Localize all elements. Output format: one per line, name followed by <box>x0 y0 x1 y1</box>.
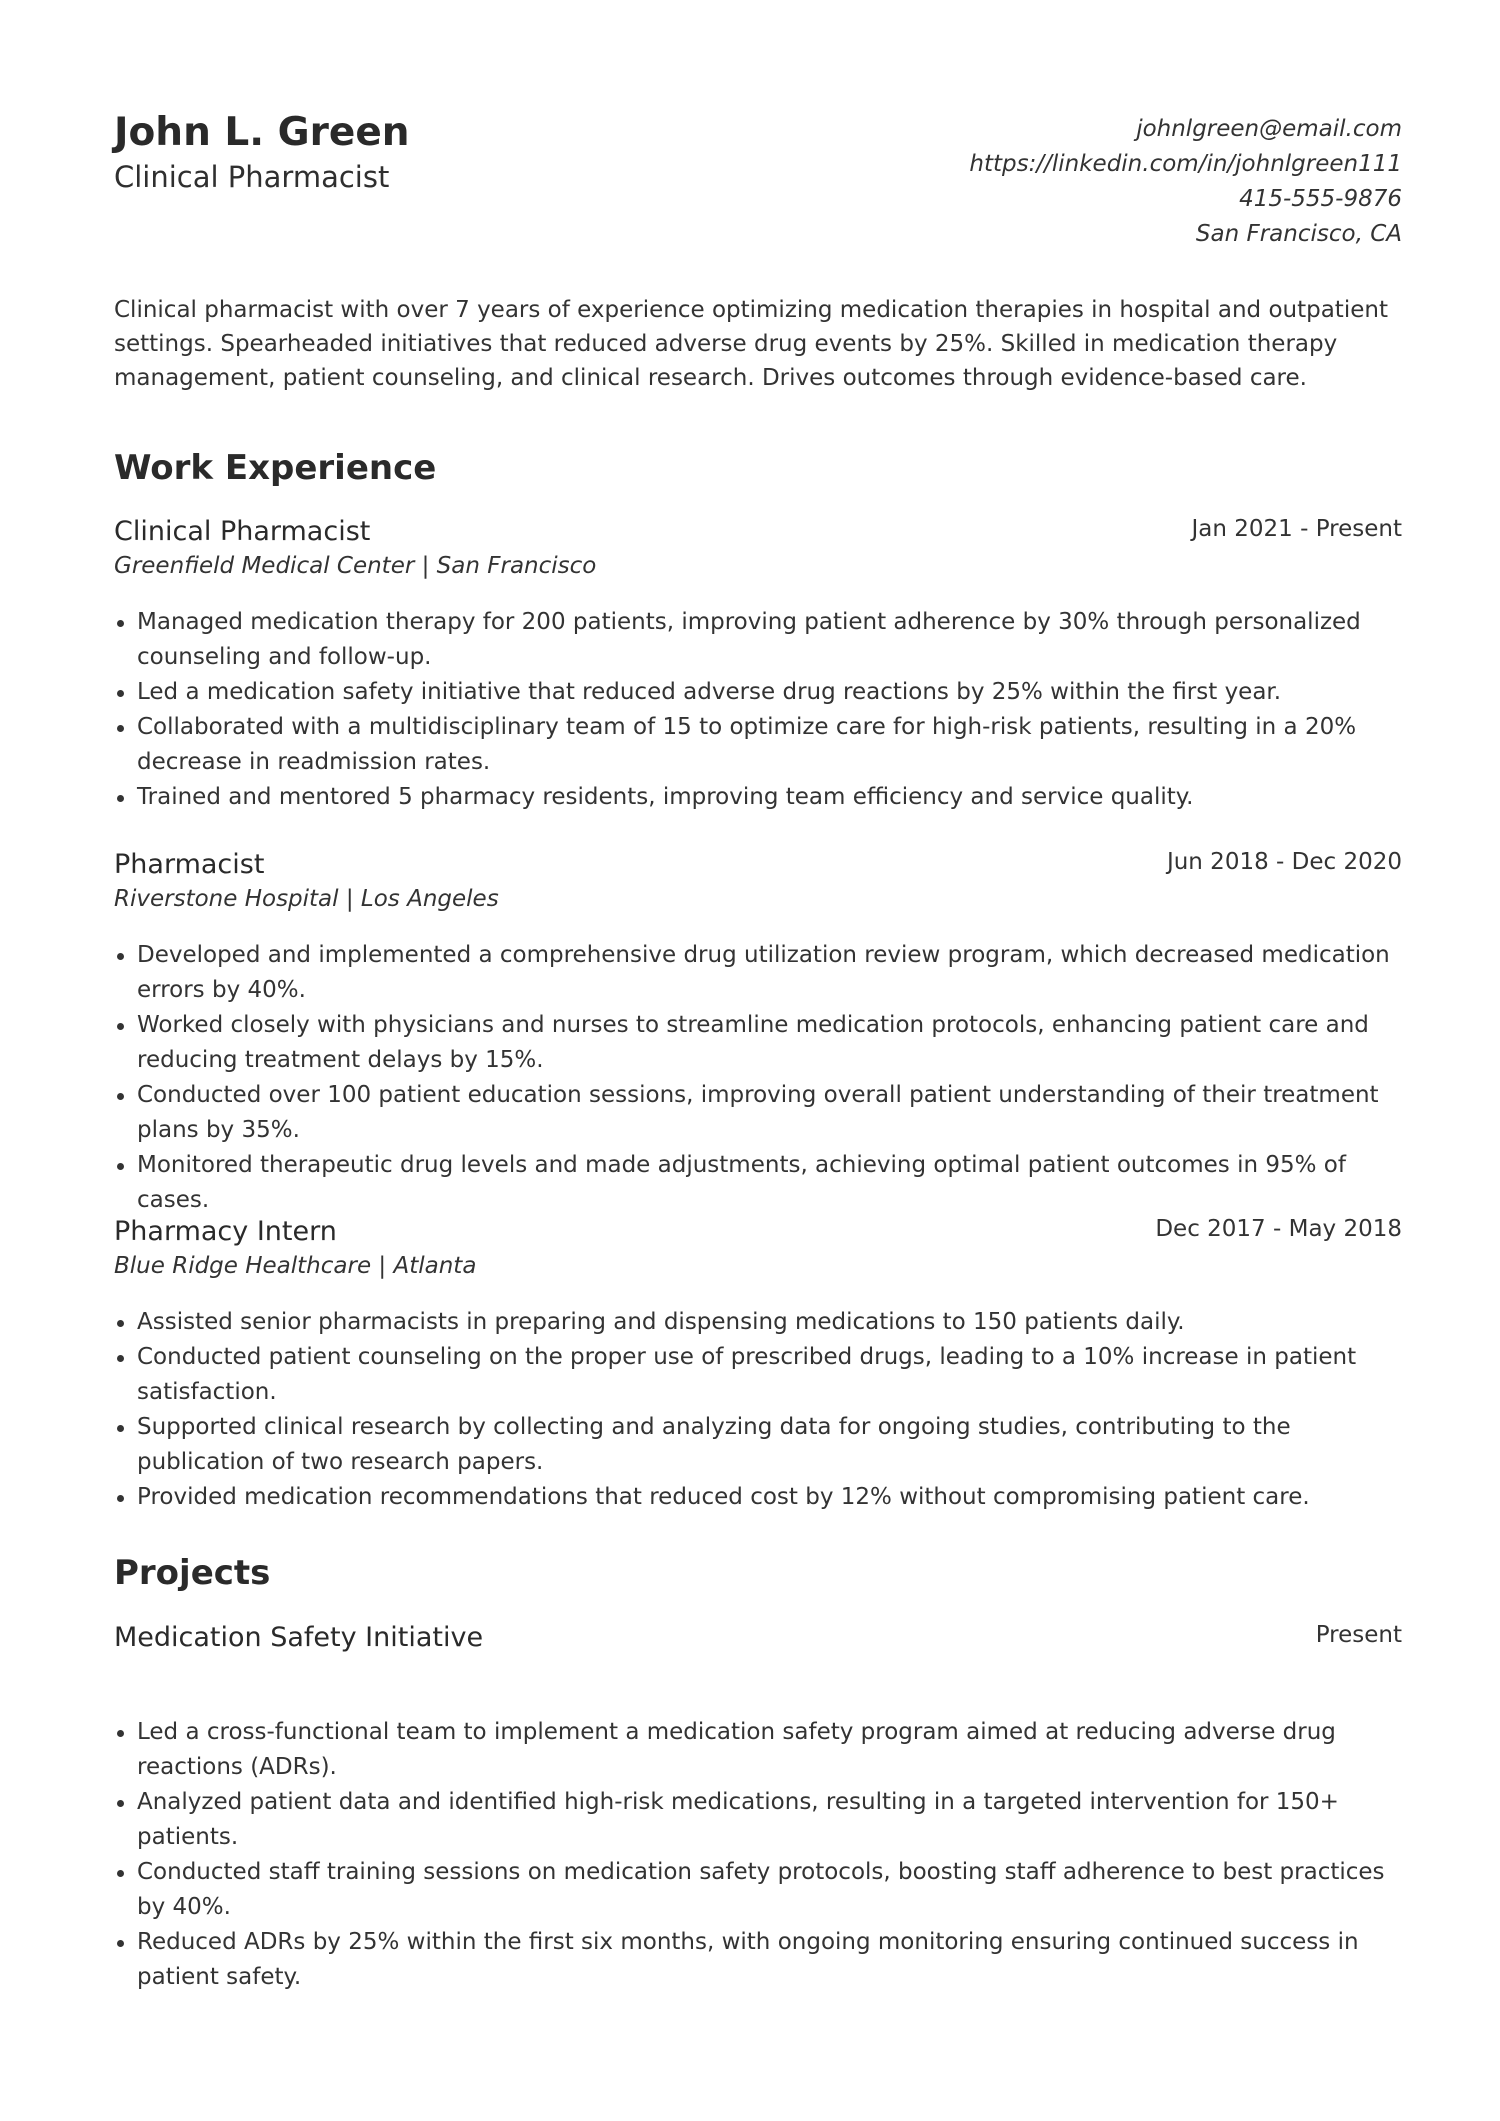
section-title-work-experience: Work Experience <box>114 448 437 488</box>
job-title: Pharmacy Intern <box>114 1216 337 1247</box>
project-bullet: Analyzed patient data and identified high-risk medications, resulting in a targeted intervention for 150+ patients. <box>137 1785 1402 1855</box>
job-bullet: Led a medication safety initiative that reduced adverse drug reactions by 25% within the first year. <box>137 675 1402 710</box>
job-header <box>114 1214 1402 1250</box>
job-bullet: Managed medication therapy for 200 patients, improving patient adherence by 30% through personalized counseling and follow-up. <box>137 605 1402 675</box>
summary-text: Clinical pharmacist with over 7 years of experience optimizing medication therapies in hospital and outpatient settings. Spearheaded initiatives that reduced adverse drug events by 25%. Skilled in medication therapy management, patient counseling, and clinical research. Drives outcomes through evidence-based care. <box>114 297 1388 391</box>
project-title: Medication Safety Initiative <box>114 1622 484 1653</box>
job-bullet: Trained and mentored 5 pharmacy residents, improving team efficiency and service quality. <box>137 780 1402 815</box>
project-bullet: Reduced ADRs by 25% within the first six months, with ongoing monitoring ensuring continued success in patient safety. <box>137 1925 1402 1995</box>
job-bullet: Provided medication recommendations that reduced cost by 12% without compromising patient care. <box>137 1480 1402 1515</box>
job-dates: Jan 2021 - Present <box>1191 516 1402 542</box>
work-experience-section <box>114 447 1402 489</box>
resume-header <box>114 110 1402 260</box>
job-company: Riverstone Hospital | Los Angeles <box>114 886 499 912</box>
job-bullet: Collaborated with a multidisciplinary team of 15 to optimize care for high-risk patients, resulting in a 20% decrease in readmission rates. <box>137 710 1402 780</box>
project-bullet: Conducted staff training sessions on medication safety protocols, boosting staff adherence to best practices by 40%. <box>137 1855 1402 1925</box>
contact-info <box>969 112 1402 252</box>
job-company: Blue Ridge Healthcare | Atlanta <box>114 1253 477 1279</box>
job-entry <box>114 514 1402 582</box>
contact-email[interactable]: johnlgreen@email.com <box>1136 116 1402 142</box>
job-dates: Jun 2018 - Dec 2020 <box>1166 849 1402 875</box>
section-title-projects: Projects <box>114 1553 271 1593</box>
job-header <box>114 514 1402 550</box>
candidate-title: Clinical Pharmacist <box>114 160 390 194</box>
job-title: Clinical Pharmacist <box>114 516 371 547</box>
projects-section <box>114 1552 1402 1594</box>
summary-section <box>114 293 1402 395</box>
project-dates: Present <box>1315 1622 1402 1648</box>
job-title: Pharmacist <box>114 849 265 880</box>
project-bullets <box>114 1715 1402 1995</box>
job-bullets <box>114 1305 1402 1515</box>
job-bullet: Developed and implemented a comprehensive drug utilization review program, which decreased medication errors by 40%. <box>137 938 1402 1008</box>
contact-linkedin[interactable]: https://linkedin.com/in/johnlgreen111 <box>969 151 1402 177</box>
project-entry <box>114 1620 1402 1656</box>
job-bullet: Supported clinical research by collecting and analyzing data for ongoing studies, contributing to the publication of two research papers. <box>137 1410 1402 1480</box>
job-bullets <box>114 605 1402 815</box>
job-bullet: Worked closely with physicians and nurses to streamline medication protocols, enhancing patient care and reducing treatment delays by 15%. <box>137 1008 1402 1078</box>
job-dates: Dec 2017 - May 2018 <box>1155 1216 1402 1242</box>
contact-phone: 415-555-9876 <box>1239 186 1402 212</box>
job-bullet: Monitored therapeutic drug levels and made adjustments, achieving optimal patient outcomes in 95% of cases. <box>137 1148 1402 1218</box>
job-header <box>114 847 1402 883</box>
job-bullet: Conducted over 100 patient education sessions, improving overall patient understanding of their treatment plans by 35%. <box>137 1078 1402 1148</box>
project-header <box>114 1620 1402 1656</box>
job-company: Greenfield Medical Center | San Francisco <box>114 553 597 579</box>
job-bullet: Assisted senior pharmacists in preparing and dispensing medications to 150 patients daily. <box>137 1305 1402 1340</box>
project-bullet: Led a cross-functional team to implement a medication safety program aimed at reducing adverse drug reactions (ADRs). <box>137 1715 1402 1785</box>
candidate-name: John L. Green <box>114 110 410 155</box>
job-entry <box>114 1214 1402 1282</box>
job-bullets <box>114 938 1402 1218</box>
job-bullet: Conducted patient counseling on the proper use of prescribed drugs, leading to a 10% increase in patient satisfaction. <box>137 1340 1402 1410</box>
contact-location: San Francisco, CA <box>1195 221 1402 247</box>
job-entry <box>114 847 1402 915</box>
